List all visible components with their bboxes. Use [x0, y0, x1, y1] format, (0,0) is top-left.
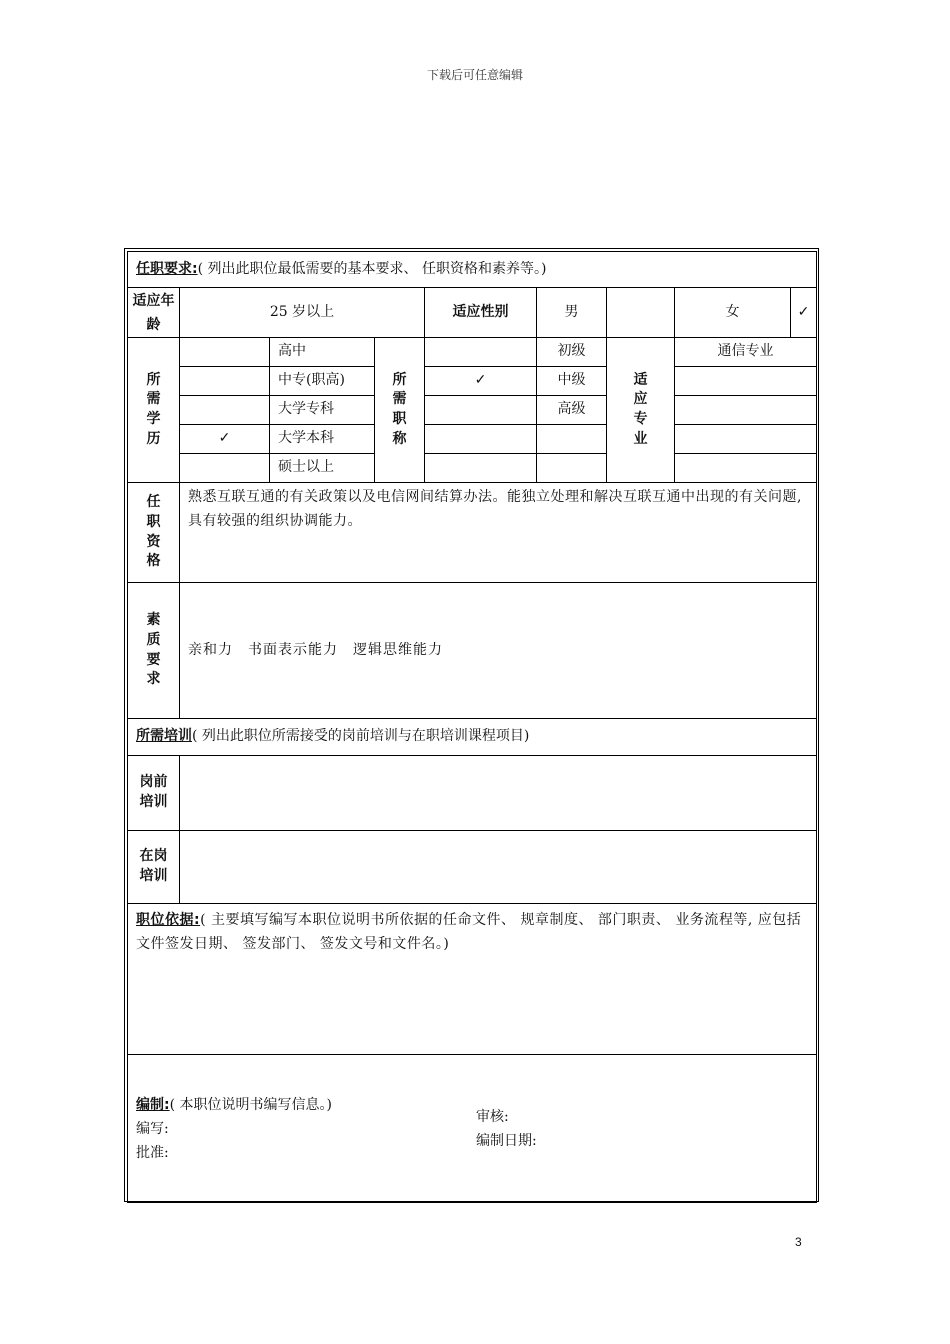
training-title: 所需培训 — [136, 728, 192, 745]
gender-male-mark — [607, 288, 675, 338]
edu-mark: ✓ — [180, 425, 270, 454]
gender-female: 女 — [675, 288, 791, 338]
major-item: 通信专业 — [675, 338, 817, 367]
basis-title: 职位依据: — [136, 912, 201, 928]
rank-level: 初级 — [537, 338, 607, 367]
page-number: 3 — [795, 1235, 802, 1249]
approver-label: 批准: — [136, 1145, 169, 1161]
basis-section — [128, 904, 817, 1055]
on-job-training-value — [180, 831, 817, 904]
reviewer-label: 审核: — [476, 1109, 509, 1125]
rank-level: 高级 — [537, 396, 607, 425]
compile-title: 编制: — [136, 1097, 170, 1113]
edu-level: 大学专科 — [270, 396, 375, 425]
page-header: 下载后可任意编辑 — [426, 68, 523, 82]
compile-section — [128, 1055, 817, 1203]
edu-mark — [180, 367, 270, 396]
qualification-label: 任 职 资 格 — [128, 483, 180, 583]
requirements-title: 任职要求: — [136, 260, 198, 277]
compile-note: ( 本职位说明书编写信息。) — [169, 1097, 332, 1113]
edu-level: 高中 — [270, 338, 375, 367]
major-label: 适 应 专 业 — [607, 338, 675, 483]
major-item — [675, 454, 817, 483]
major-item — [675, 396, 817, 425]
training-note: ( 列出此职位所需接受的岗前培训与在职培训课程项目) — [192, 728, 530, 745]
basis-note: ( 主要填写编写本职位说明书所依据的任命文件、 规章制度、 部门职责、 业务流程等, 应包括文件签发日期、 签发部门、 签发文号和文件名。) — [136, 912, 802, 952]
title-rank-label: 所 需 职 称 — [375, 338, 425, 483]
writer-label: 编写: — [136, 1121, 169, 1137]
age-label: 适应年龄 — [128, 288, 180, 338]
quality-text: 亲和力 书面表示能力 逻辑思维能力 — [180, 583, 817, 719]
edu-level: 大学本科 — [270, 425, 375, 454]
compile-date-label: 编制日期: — [476, 1133, 537, 1149]
education-label: 所 需 学 历 — [128, 338, 180, 483]
rank-mark: ✓ — [425, 367, 537, 396]
rank-mark — [425, 425, 537, 454]
rank-mark — [425, 396, 537, 425]
rank-mark — [425, 454, 537, 483]
rank-level: 中级 — [537, 367, 607, 396]
edu-mark — [180, 396, 270, 425]
major-item — [675, 425, 817, 454]
rank-mark — [425, 338, 537, 367]
pre-training-value — [180, 756, 817, 831]
edu-mark — [180, 338, 270, 367]
gender-male: 男 — [537, 288, 607, 338]
gender-label: 适应性别 — [425, 288, 537, 338]
requirements-header — [128, 252, 817, 288]
on-job-training-label: 在岗 培训 — [128, 831, 180, 904]
requirements-note: ( 列出此职位最低需要的基本要求、 任职资格和素养等。) — [197, 260, 547, 277]
training-header — [128, 719, 817, 756]
age-value: 25 岁以上 — [180, 288, 425, 338]
job-requirements-table — [127, 251, 817, 1203]
quality-label: 素 质 要 求 — [128, 583, 180, 719]
pre-training-label: 岗前 培训 — [128, 756, 180, 831]
edu-level: 中专(职高) — [270, 367, 375, 396]
edu-level: 硕士以上 — [270, 454, 375, 483]
rank-level — [537, 425, 607, 454]
edu-mark — [180, 454, 270, 483]
rank-level — [537, 454, 607, 483]
major-item — [675, 367, 817, 396]
gender-female-mark: ✓ — [791, 288, 817, 338]
qualification-text: 熟悉互联互通的有关政策以及电信网间结算办法。能独立处理和解决互联互通中出现的有关问题,具有较强的组织协调能力。 — [180, 483, 817, 583]
